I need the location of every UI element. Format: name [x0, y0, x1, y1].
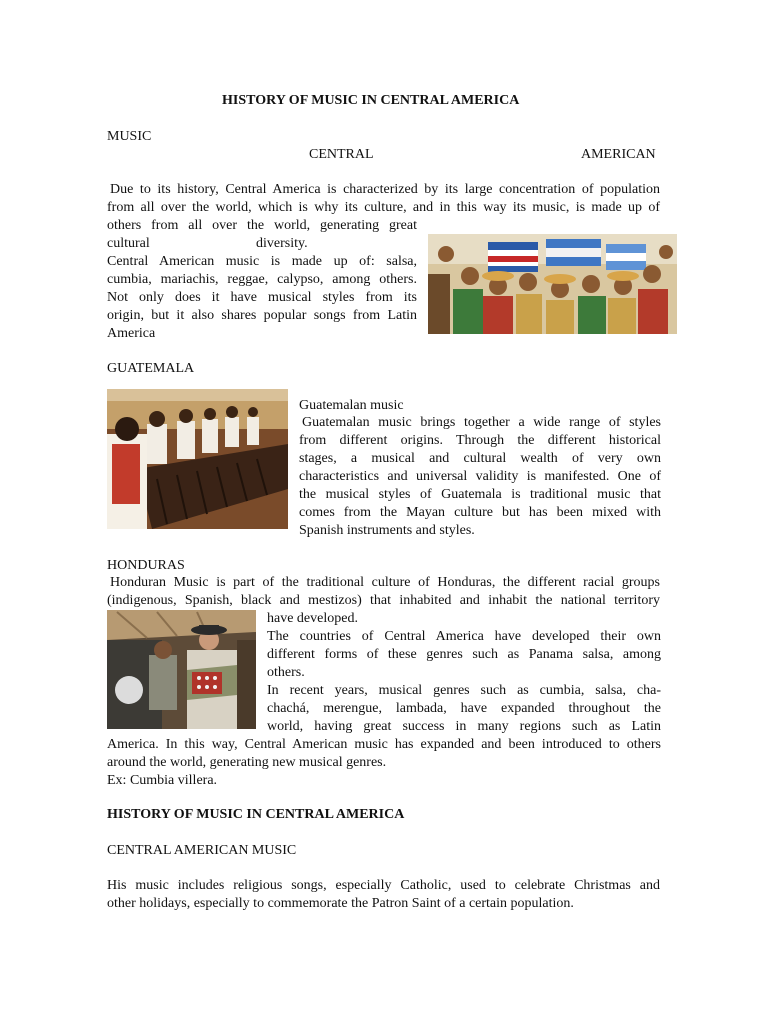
accordion-player-image	[107, 610, 256, 729]
intro-line: origin, but it also shares popular songs from Latin	[107, 308, 417, 323]
marimba-players-image	[107, 389, 288, 529]
honduras-line: Honduran Music is part of the traditional culture of Honduras, the different racial groups	[110, 575, 660, 590]
intro-line: Due to its history, Central America is characterized by its large concentration of population	[110, 182, 660, 197]
intro-line: Not only does it have musical styles from its	[107, 290, 417, 305]
honduras-line: In recent years, musical genres such as cumbia, salsa, cha-	[267, 683, 661, 698]
intro-line: cultural	[107, 236, 150, 251]
intro-line: from all over the world, which is why its culture, and in this way its music, is made up of	[107, 200, 660, 215]
guatemala-paragraph	[299, 414, 661, 540]
honduras-line: America. In this way, Central American music has expanded and been introduced to others	[107, 737, 661, 752]
heading-central: CENTRAL	[309, 147, 374, 162]
section2-title: HISTORY OF MUSIC IN CENTRAL AMERICA	[107, 807, 405, 822]
intro-line: others from all over the world, generating great	[107, 218, 417, 233]
heading-guatemala: GUATEMALA	[107, 361, 195, 376]
honduras-line: around the world, generating new musical genres.	[107, 755, 387, 770]
guatemala-line: from different origins. Through the different historical	[299, 433, 661, 448]
honduras-line: Ex: Cumbia villera.	[107, 773, 218, 788]
heading-honduras: HONDURAS	[107, 558, 185, 573]
intro-line: diversity.	[256, 236, 308, 251]
honduras-line: chachá, merengue, lambada, have expanded throughout the	[267, 701, 661, 716]
section2-paragraph	[107, 877, 660, 913]
guatemala-line: the musical styles of Guatemala is traditional music that	[299, 487, 661, 502]
honduras-paragraph	[107, 574, 660, 610]
honduras-line: others.	[267, 665, 305, 680]
guatemala-line: comes from the Mayan culture but has been mixed with	[299, 505, 661, 520]
guatemala-line: Spanish instruments and styles.	[299, 523, 475, 538]
guatemala-line: characteristics and universal validity is manifested. One of	[299, 469, 661, 484]
intro-line: Central American music is made up of: salsa,	[107, 254, 417, 269]
mural-image	[428, 234, 677, 334]
honduras-line: have developed.	[267, 611, 358, 626]
intro-paragraph-wrapped	[107, 217, 417, 235]
page-title: HISTORY OF MUSIC IN CENTRAL AMERICA	[222, 93, 520, 108]
intro-line: cumbia, mariachis, reggae, calypso, among others.	[107, 272, 417, 287]
guatemala-line: stages, a musical and cultural wealth of very own	[299, 451, 661, 466]
honduras-paragraph-countries	[267, 628, 661, 736]
honduras-line: The countries of Central America have developed their own	[267, 629, 661, 644]
guatemala-line: Guatemalan music brings together a wide range of styles	[302, 415, 661, 430]
heading-american: AMERICAN	[581, 147, 656, 162]
guatemala-subheading: Guatemalan music	[299, 398, 404, 413]
section2-line: His music includes religious songs, especially Catholic, used to celebrate Christmas and	[107, 878, 660, 893]
honduras-line: (indigenous, Spanish, black and mestizos) that inhabited and inhabit the national territory	[107, 593, 660, 608]
honduras-paragraph-end	[107, 736, 661, 790]
intro-paragraph	[107, 181, 660, 217]
intro-line: America	[107, 326, 156, 341]
section2-heading: CENTRAL AMERICAN MUSIC	[107, 843, 297, 858]
heading-music: MUSIC	[107, 129, 152, 144]
section2-line: other holidays, especially to commemorate the Patron Saint of a certain population.	[107, 896, 574, 911]
intro-paragraph-genres	[107, 253, 417, 343]
honduras-line: different forms of these genres such as Panama salsa, among	[267, 647, 661, 662]
honduras-line: world, having great success in many regions such as Latin	[267, 719, 661, 734]
